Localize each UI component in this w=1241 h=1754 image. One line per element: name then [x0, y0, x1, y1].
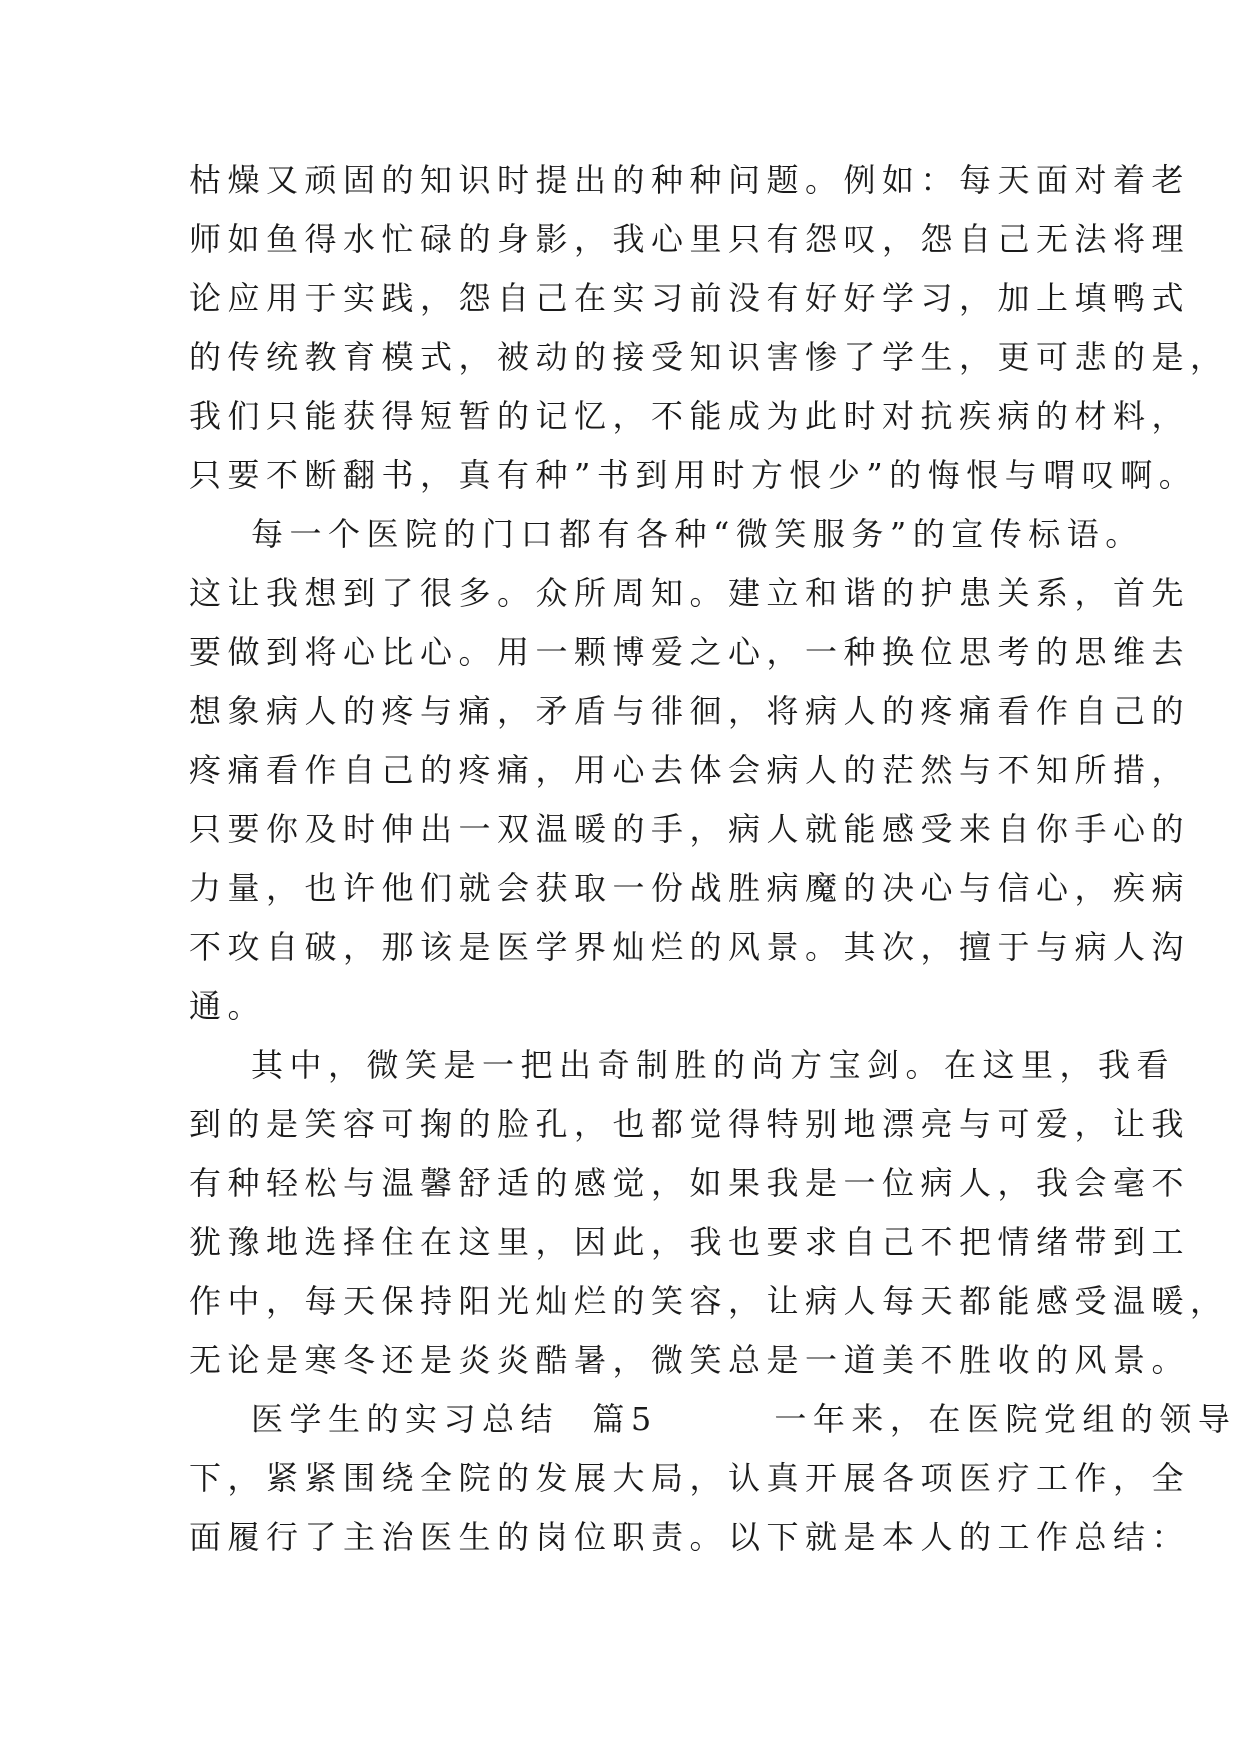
- text-line: 下，紧紧围绕全院的发展大局，认真开展各项医疗工作，全: [189, 1459, 1191, 1497]
- text-line: 只要你及时伸出一双温暖的手，病人就能感受来自你手心的: [189, 810, 1191, 848]
- text-line: 其中，微笑是一把出奇制胜的尚方宝剑。在这里，我看: [251, 1046, 1176, 1084]
- text-line: 作中，每天保持阳光灿烂的笑容，让病人每天都能感受温暖，: [189, 1282, 1229, 1320]
- text-line: 有种轻松与温馨舒适的感觉，如果我是一位病人，我会毫不: [189, 1164, 1191, 1202]
- document-body: [189, 151, 1237, 1567]
- text-line: 力量，也许他们就会获取一份战胜病魔的决心与信心，疾病: [189, 869, 1191, 907]
- paragraph-1: [189, 151, 1229, 505]
- text-line: 师如鱼得水忙碌的身影，我心里只有怨叹，怨自己无法将理: [189, 220, 1191, 258]
- text-line: 我们只能获得短暂的记忆，不能成为此时对抗疾病的材料，: [189, 397, 1191, 435]
- text-line: 通。: [189, 987, 267, 1025]
- text-line: 的传统教育模式，被动的接受知识害惨了学生，更可悲的是，: [189, 338, 1229, 376]
- text-line: 医学生的实习总结 篇5 一年来，在医院党组的领导: [251, 1400, 1237, 1438]
- text-line: 每一个医院的门口都有各种“微笑服务”的宣传标语。: [251, 515, 1144, 553]
- text-line: 犹豫地选择住在这里，因此，我也要求自己不把情绪带到工: [189, 1223, 1191, 1261]
- paragraph-4: [189, 1390, 1237, 1567]
- paragraph-2: [189, 505, 1191, 1036]
- paragraph-3: [189, 1036, 1229, 1390]
- text-line: 疼痛看作自己的疼痛，用心去体会病人的茫然与不知所措，: [189, 751, 1191, 789]
- text-line: 面履行了主治医生的岗位职责。以下就是本人的工作总结：: [189, 1518, 1191, 1556]
- text-line: 论应用于实践，怨自己在实习前没有好好学习，加上填鸭式: [189, 279, 1191, 317]
- text-line: 到的是笑容可掬的脸孔，也都觉得特别地漂亮与可爱，让我: [189, 1105, 1191, 1143]
- text-line: 无论是寒冬还是炎炎酷暑，微笑总是一道美不胜收的风景。: [189, 1341, 1191, 1379]
- text-line: 枯燥又顽固的知识时提出的种种问题。例如：每天面对着老: [189, 161, 1191, 199]
- text-line: 不攻自破，那该是医学界灿烂的风景。其次，擅于与病人沟: [189, 928, 1191, 966]
- text-line: 这让我想到了很多。众所周知。建立和谐的护患关系，首先: [189, 574, 1191, 612]
- text-line: 只要不断翻书，真有种”书到用时方恨少”的悔恨与喟叹啊。: [189, 456, 1198, 494]
- text-line: 要做到将心比心。用一颗博爱之心，一种换位思考的思维去: [189, 633, 1191, 671]
- text-line: 想象病人的疼与痛，矛盾与徘徊，将病人的疼痛看作自己的: [189, 692, 1191, 730]
